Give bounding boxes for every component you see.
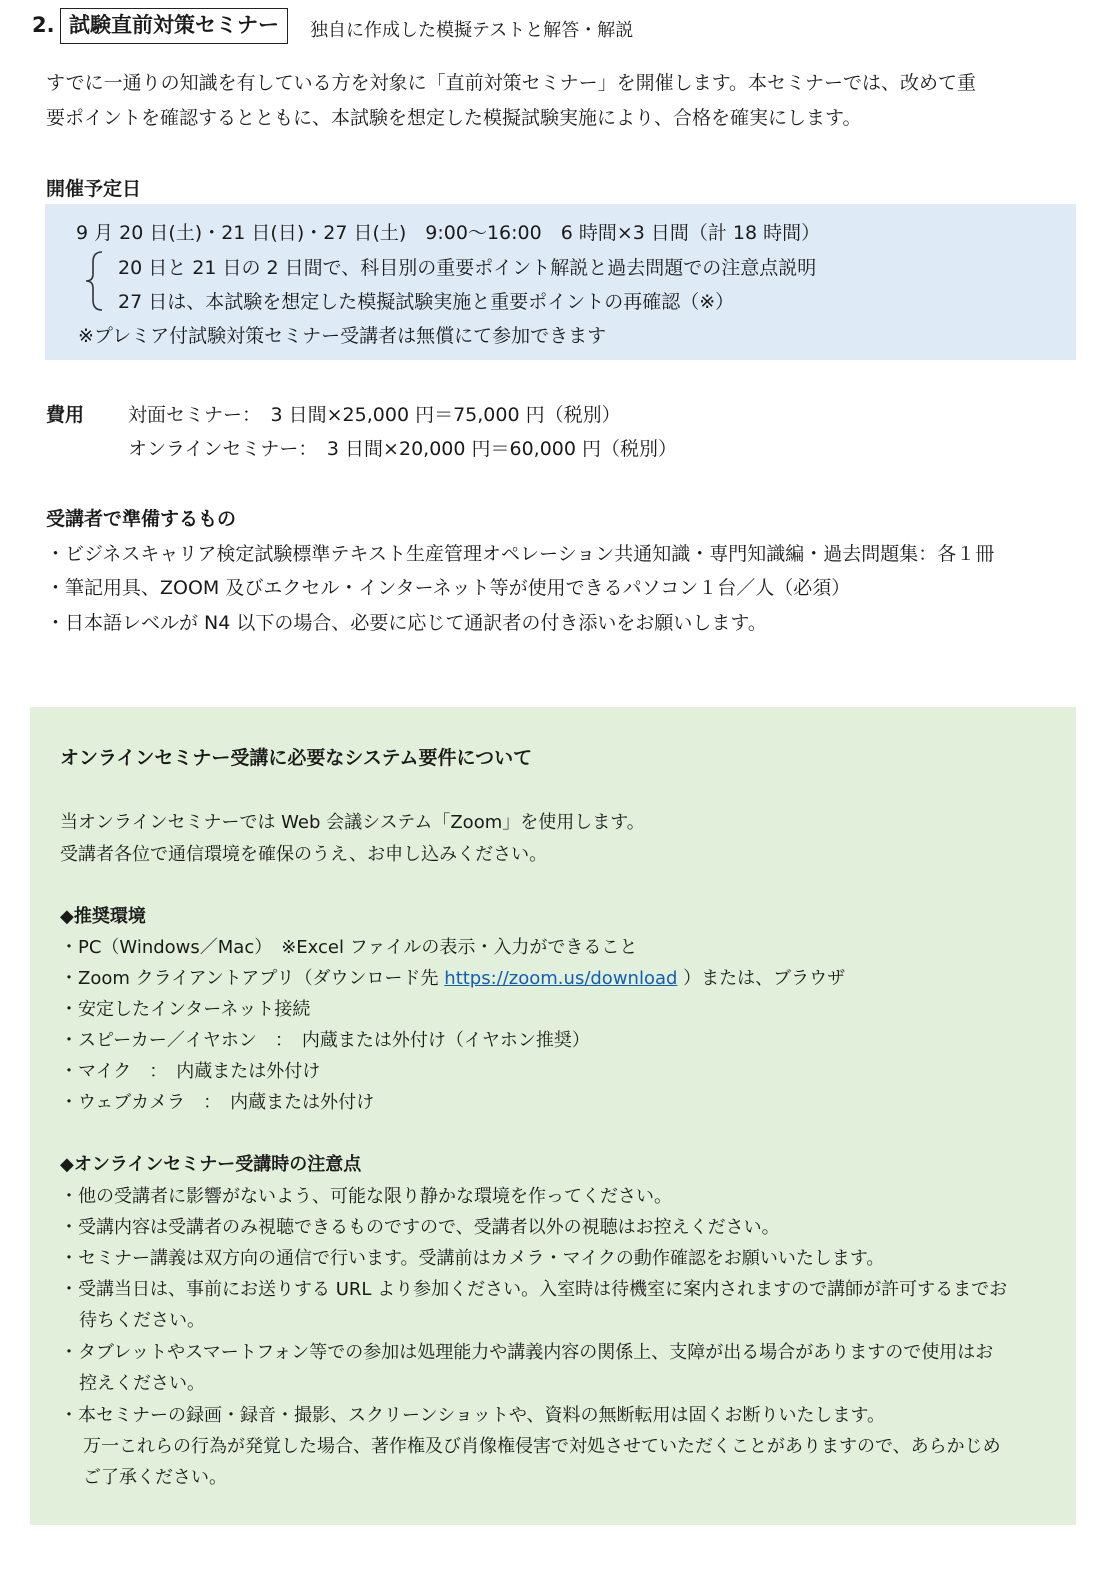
note-item-continued: 控えください。 [79, 1373, 205, 1394]
online-intro-2: 受講者各位で通信環境を確保のうえ、お申し込みください。 [60, 844, 548, 865]
schedule-detail-2: 27 日は、本試験を想定した模擬試験実施と重要ポイントの再確認（※） [118, 291, 735, 313]
note-item: ・受講内容は受講者のみ視聴できるものですので、受講者以外の視聴はお控えください。 [60, 1217, 780, 1238]
brace-icon [84, 250, 106, 312]
schedule-dates: 9 月 20 日(土)・21 日(日)・27 日(土) 9:00〜16:00 6 時間×3 日間（計 18 時間） [76, 222, 821, 244]
env-mic: ・マイク ： 内蔵または外付け [60, 1061, 321, 1082]
zoom-download-link[interactable]: https://zoom.us/download [444, 968, 678, 989]
fees-label: 費用 [46, 404, 85, 426]
schedule-note: ※プレミア付試験対策セミナー受講者は無償にて参加できます [78, 325, 607, 347]
notes-title: ◆オンラインセミナー受講時の注意点 [60, 1154, 362, 1175]
fee-online: オンラインセミナー： 3 日間×20,000 円＝60,000 円（税別） [128, 438, 678, 460]
env-zoom [60, 964, 845, 990]
note-item-continued: ご了承ください。 [83, 1467, 227, 1488]
env-camera: ・ウェブカメラ ： 内蔵または外付け [60, 1092, 375, 1113]
env-zoom-text: ・Zoom クライアントアプリ（ダウンロード先 [60, 968, 445, 989]
note-item-continued: 待ちください。 [79, 1310, 205, 1331]
note-item: ・セミナー講義は双方向の通信で行います。受講前はカメラ・マイクの動作確認をお願いいたします。 [60, 1248, 885, 1269]
env-pc: ・PC（Windows／Mac） ※Excel ファイルの表示・入力ができること [60, 937, 638, 958]
prep-item: ・日本語レベルが N4 以下の場合、必要に応じて通訳者の付き添いをお願いします。 [46, 612, 767, 634]
intro-line-1: すでに一通りの知識を有している方を対象に「直前対策セミナー」を開催します。本セミナーでは、改めて重 [46, 72, 977, 94]
prep-label: 受講者で準備するもの [46, 508, 237, 530]
online-title: オンラインセミナー受講に必要なシステム要件について [60, 747, 533, 769]
note-item: ・タブレットやスマートフォン等での参加は処理能力や講義内容の関係上、支障が出る場合がありますので使用はお [60, 1342, 994, 1363]
note-item: ・受講当日は、事前にお送りする URL より参加ください。入室時は待機室に案内されますので講師が許可するまでお [60, 1279, 1008, 1300]
env-zoom-text-after: ）または、ブラウザ [677, 968, 846, 989]
note-item-continued: 万一これらの行為が発覚した場合、著作権及び肖像権侵害で対処させていただくことがありますので、あらかじめ [83, 1436, 1001, 1457]
online-intro-1: 当オンラインセミナーでは Web 会議システム「Zoom」を使用します。 [60, 812, 645, 833]
schedule-detail-1: 20 日と 21 日の 2 日間で、科目別の重要ポイント解説と過去問題での注意点説明 [118, 257, 817, 279]
section-number: 2. [32, 13, 55, 37]
intro-line-2: 要ポイントを確認するとともに、本試験を想定した模擬試験実施により、合格を確実にします。 [46, 107, 862, 129]
note-item: ・他の受講者に影響がないよう、可能な限り静かな環境を作ってください。 [60, 1186, 672, 1207]
fee-in-person: 対面セミナー： 3 日間×25,000 円＝75,000 円（税別） [128, 404, 621, 426]
prep-item: ・ビジネスキャリア検定試験標準テキスト生産管理オペレーション共通知識・専門知識編・過去問題集：各１冊 [46, 543, 995, 565]
note-item: ・本セミナーの録画・録音・撮影、スクリーンショットや、資料の無断転用は固くお断りいたします。 [60, 1405, 886, 1426]
prep-item: ・筆記用具、ZOOM 及びエクセル・インターネット等が使用できるパソコン１台／人（必須） [46, 577, 851, 599]
env-speaker: ・スピーカー／イヤホン ： 内蔵または外付け（イヤホン推奨） [60, 1030, 590, 1051]
env-internet: ・安定したインターネット接続 [60, 999, 311, 1020]
section-title: 試験直前対策セミナー [60, 8, 288, 44]
schedule-label: 開催予定日 [46, 178, 142, 200]
section-subtitle: 独自に作成した模擬テストと解答・解説 [310, 20, 634, 41]
env-title: ◆推奨環境 [60, 906, 146, 927]
